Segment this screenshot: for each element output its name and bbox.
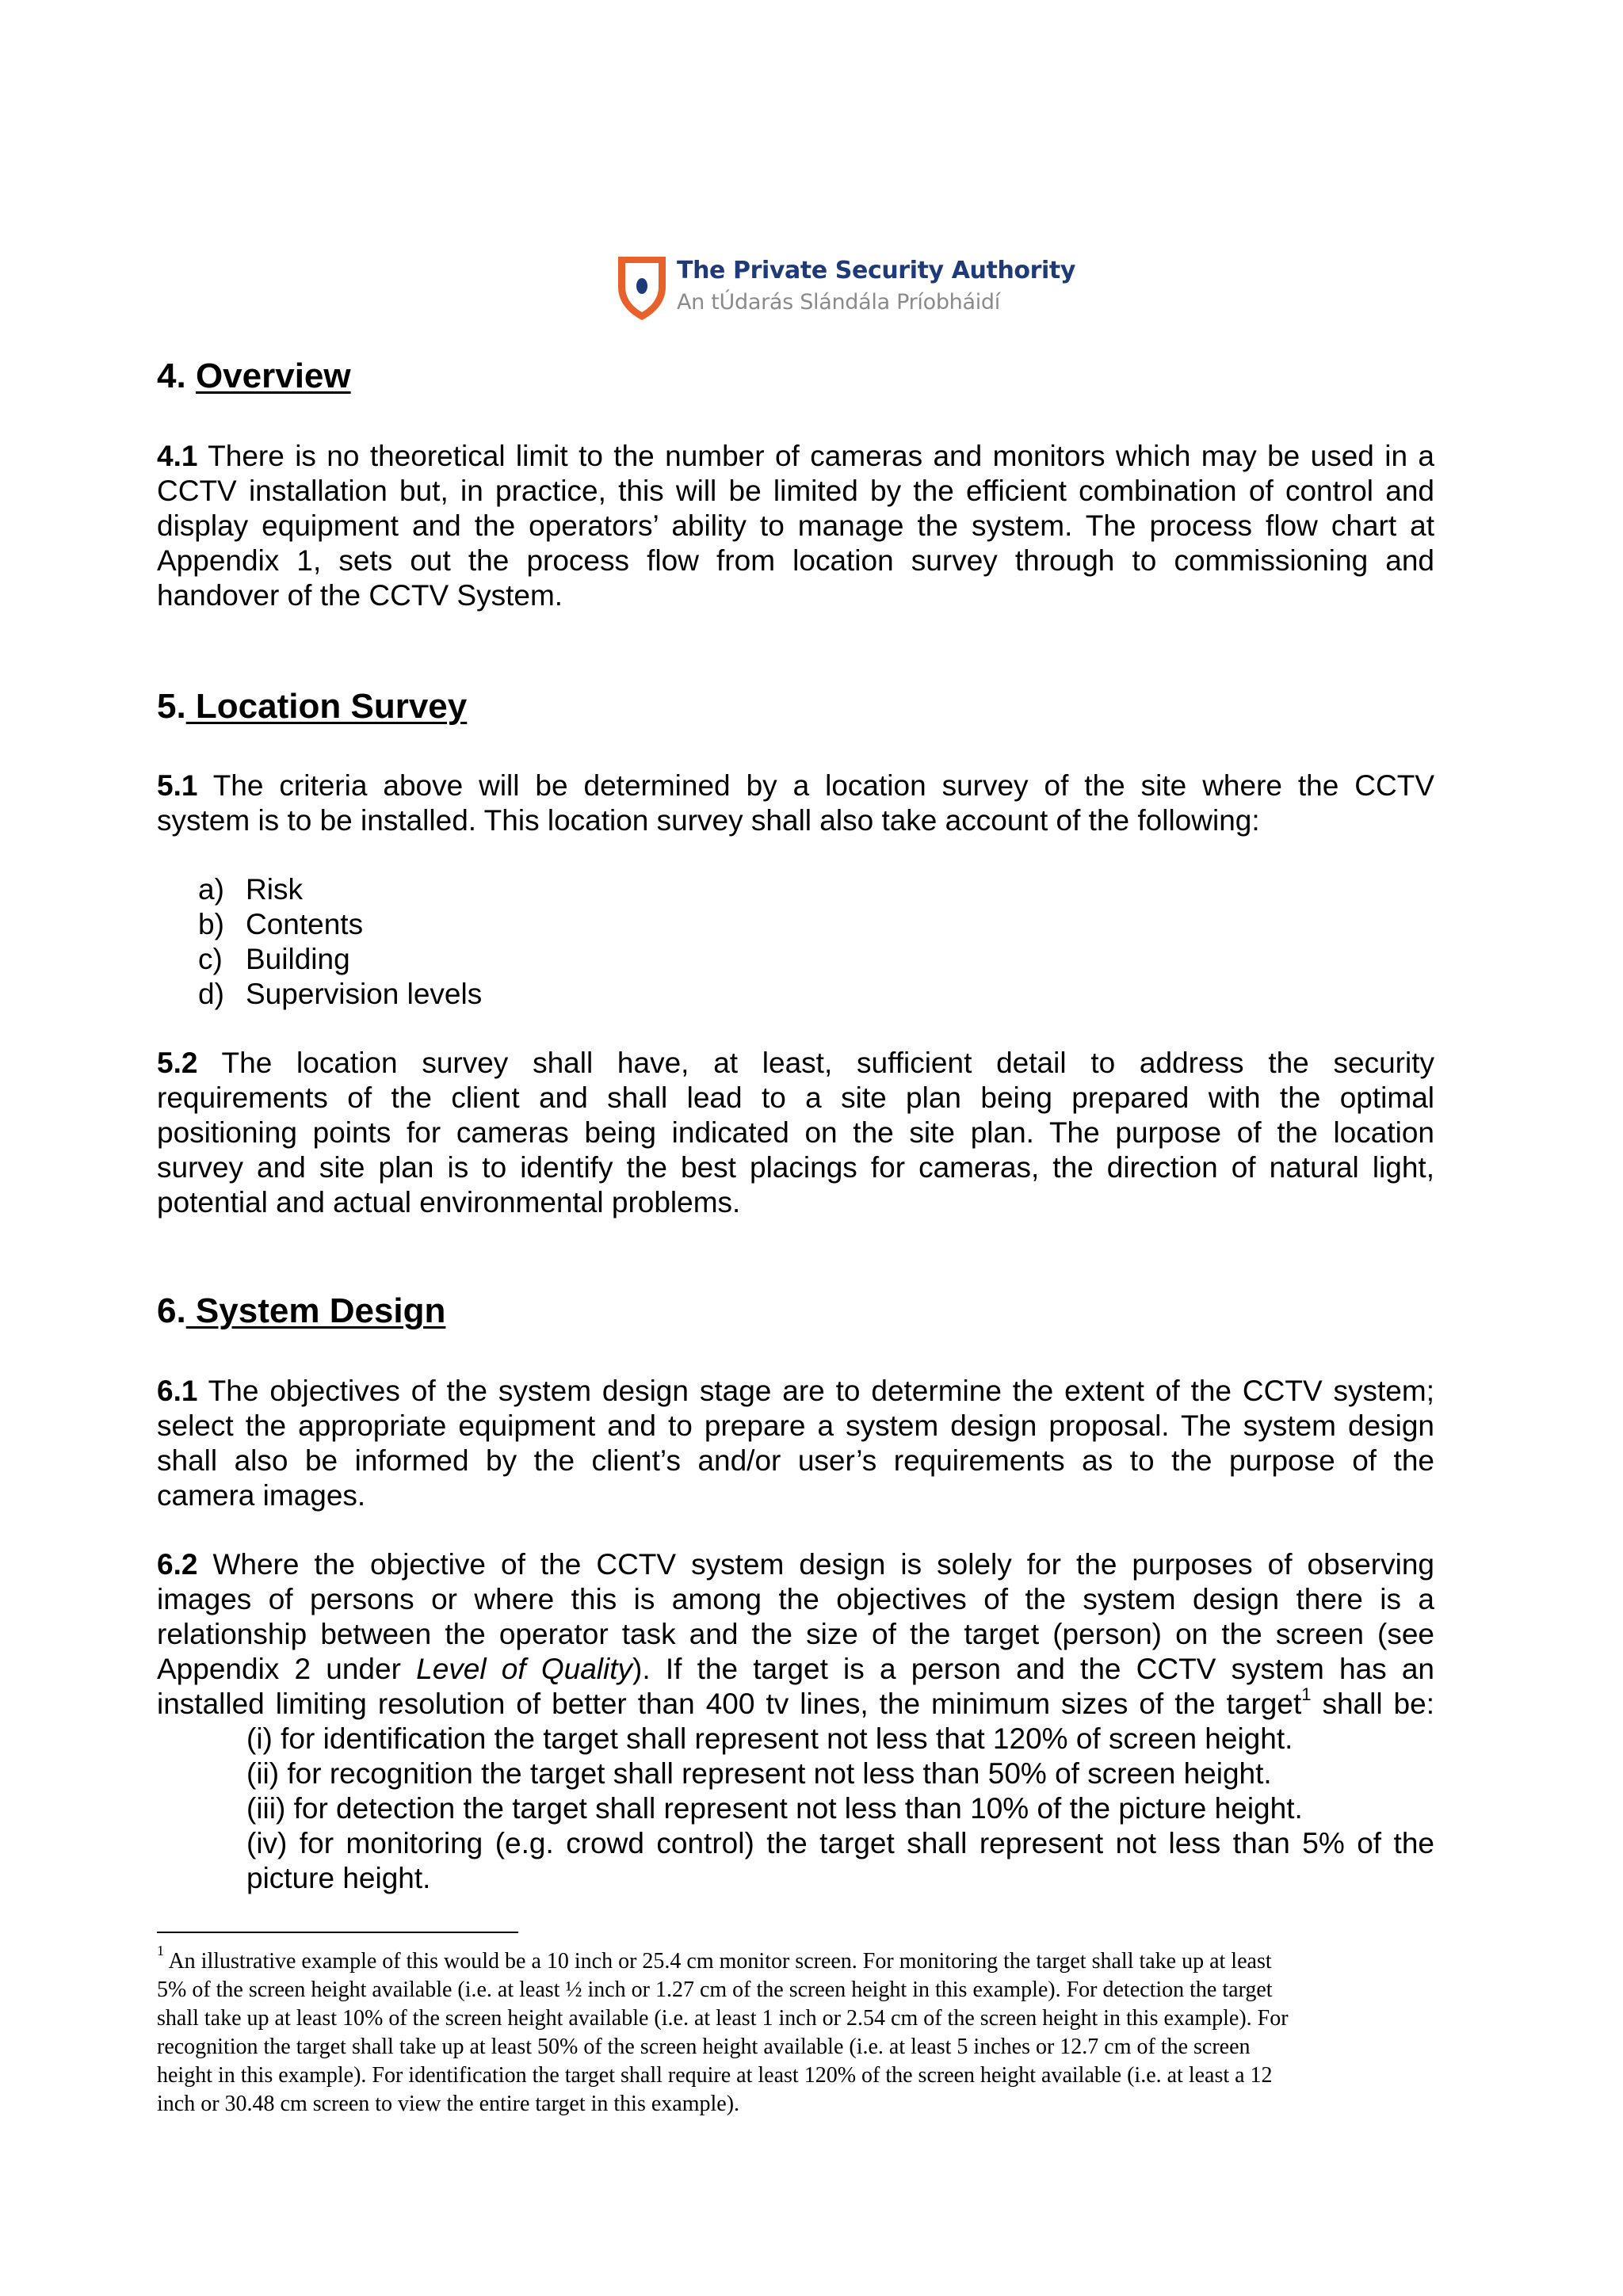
section-4-title: Overview bbox=[195, 357, 351, 395]
logo-org-name-irish: An tÚdarás Slándála Príobháidí bbox=[677, 290, 1000, 315]
document-page bbox=[157, 0, 1434, 2296]
section-4-number: 4. bbox=[157, 357, 186, 395]
paragraph-number: 4.1 bbox=[157, 440, 198, 472]
section-6-number: 6. bbox=[157, 1291, 186, 1330]
list-item: (ii) for recognition the target shall represent not less than 50% of screen height. bbox=[246, 1757, 1272, 1790]
footnote-divider bbox=[157, 1932, 518, 1933]
target-size-list bbox=[246, 1722, 1434, 1896]
survey-criteria-list bbox=[198, 872, 482, 1012]
paragraph-5-1: 5.1 The criteria above will be determined by a location survey of the site where the CCTV system is to be installed. This location survey shall also take account of the following: bbox=[157, 769, 1434, 837]
logo-org-name: The Private Security Authority bbox=[677, 257, 1075, 284]
paragraph-6-1: 6.1 The objectives of the system design stage are to determine the extent of the CCTV system; select the appropriate equipment and to prepare a system design proposal. The system design shall also be informed by the client’s and/or user’s requirements as to the purpose of the camera images. bbox=[157, 1375, 1434, 1512]
section-5-heading bbox=[157, 686, 467, 727]
paragraph-number: 6.2 bbox=[157, 1548, 198, 1581]
footnote-marker: 1 bbox=[157, 1942, 164, 1958]
list-item: c) Building bbox=[198, 943, 350, 975]
paragraph-number: 5.1 bbox=[157, 769, 198, 802]
paragraph-5-2: 5.2 The location survey shall have, at least, sufficient detail to address the security requirements of the client and shall lead to a site plan being prepared with the optimal positioning points for cameras being indicated on the site plan. The purpose of the location survey and site plan is to identify the best placings for cameras, the direction of natural light, potential and actual environmental problems. bbox=[157, 1047, 1434, 1219]
section-4-heading bbox=[157, 356, 351, 397]
section-5-title: Location Survey bbox=[185, 687, 468, 726]
level-of-quality-reference: Level of Quality bbox=[416, 1653, 633, 1685]
list-item-continuation: picture height. bbox=[246, 1862, 431, 1894]
shield-icon bbox=[615, 252, 669, 322]
paragraph-6-2: 6.2 Where the objective of the CCTV system design is solely for the purposes of observing images of persons or where this is among the objectives of the system design there is a relationship between the operator task and the size of the target (person) on the screen (see Appendix 2 under Level of Quality). If the target is a person and the CCTV system has an installed limiting resolution of better than 400 tv lines, the minimum sizes of the target$^1$ shall be: bbox=[157, 1548, 1435, 1720]
paragraph-4-1: 4.1 There is no theoretical limit to the number of cameras and monitors which may be used in a CCTV installation but, in practice, this will be limited by the efficient combination of control and display equipment and the operators’ ability to manage the system. The process flow chart at Appendix 1, sets out the process flow from location survey through to commissioning and handover of the CCTV System. bbox=[157, 440, 1434, 612]
footnote: $^1$ An illustrative example of this would be a 10 inch or 25.4 cm monitor screen. For monitoring the target shall take up at least 5% of the screen height available (i.e. at least ½ inch or 1.27 cm of the screen height in this example). For detection the target shall take up at least 10% of the screen height available (i.e. at least 1 inch or 2.54 cm of the screen height in this example). For recognition the target shall take up at least 50% of the screen height available (i.e. at least 5 inches or 12.7 cm of the screen height in this example). For identification the target shall require at least 120% of the screen height available (i.e. at least a 12 inch or 30.48 cm screen to view the entire target in this example). bbox=[157, 1942, 1289, 2116]
list-item: (i) for identification the target shall represent not less that 120% of screen height. bbox=[246, 1722, 1293, 1755]
list-item: (iii) for detection the target shall represent not less than 10% of the picture height. bbox=[246, 1792, 1303, 1825]
list-item: d) Supervision levels bbox=[198, 978, 483, 1010]
paragraph-number: 5.2 bbox=[157, 1047, 198, 1079]
section-5-number: 5. bbox=[157, 687, 186, 726]
psa-logo bbox=[615, 250, 1075, 326]
footnote-reference[interactable]: 1 bbox=[1301, 1684, 1312, 1704]
list-item: (iv) for monitoring (e.g. crowd control) the target shall represent not less than 5% of the bbox=[246, 1827, 1434, 1859]
list-item: a) Risk bbox=[198, 873, 303, 906]
section-6-heading bbox=[157, 1291, 445, 1332]
list-item: b) Contents bbox=[198, 908, 364, 940]
section-6-title: System Design bbox=[185, 1291, 446, 1330]
paragraph-number: 6.1 bbox=[157, 1375, 198, 1407]
